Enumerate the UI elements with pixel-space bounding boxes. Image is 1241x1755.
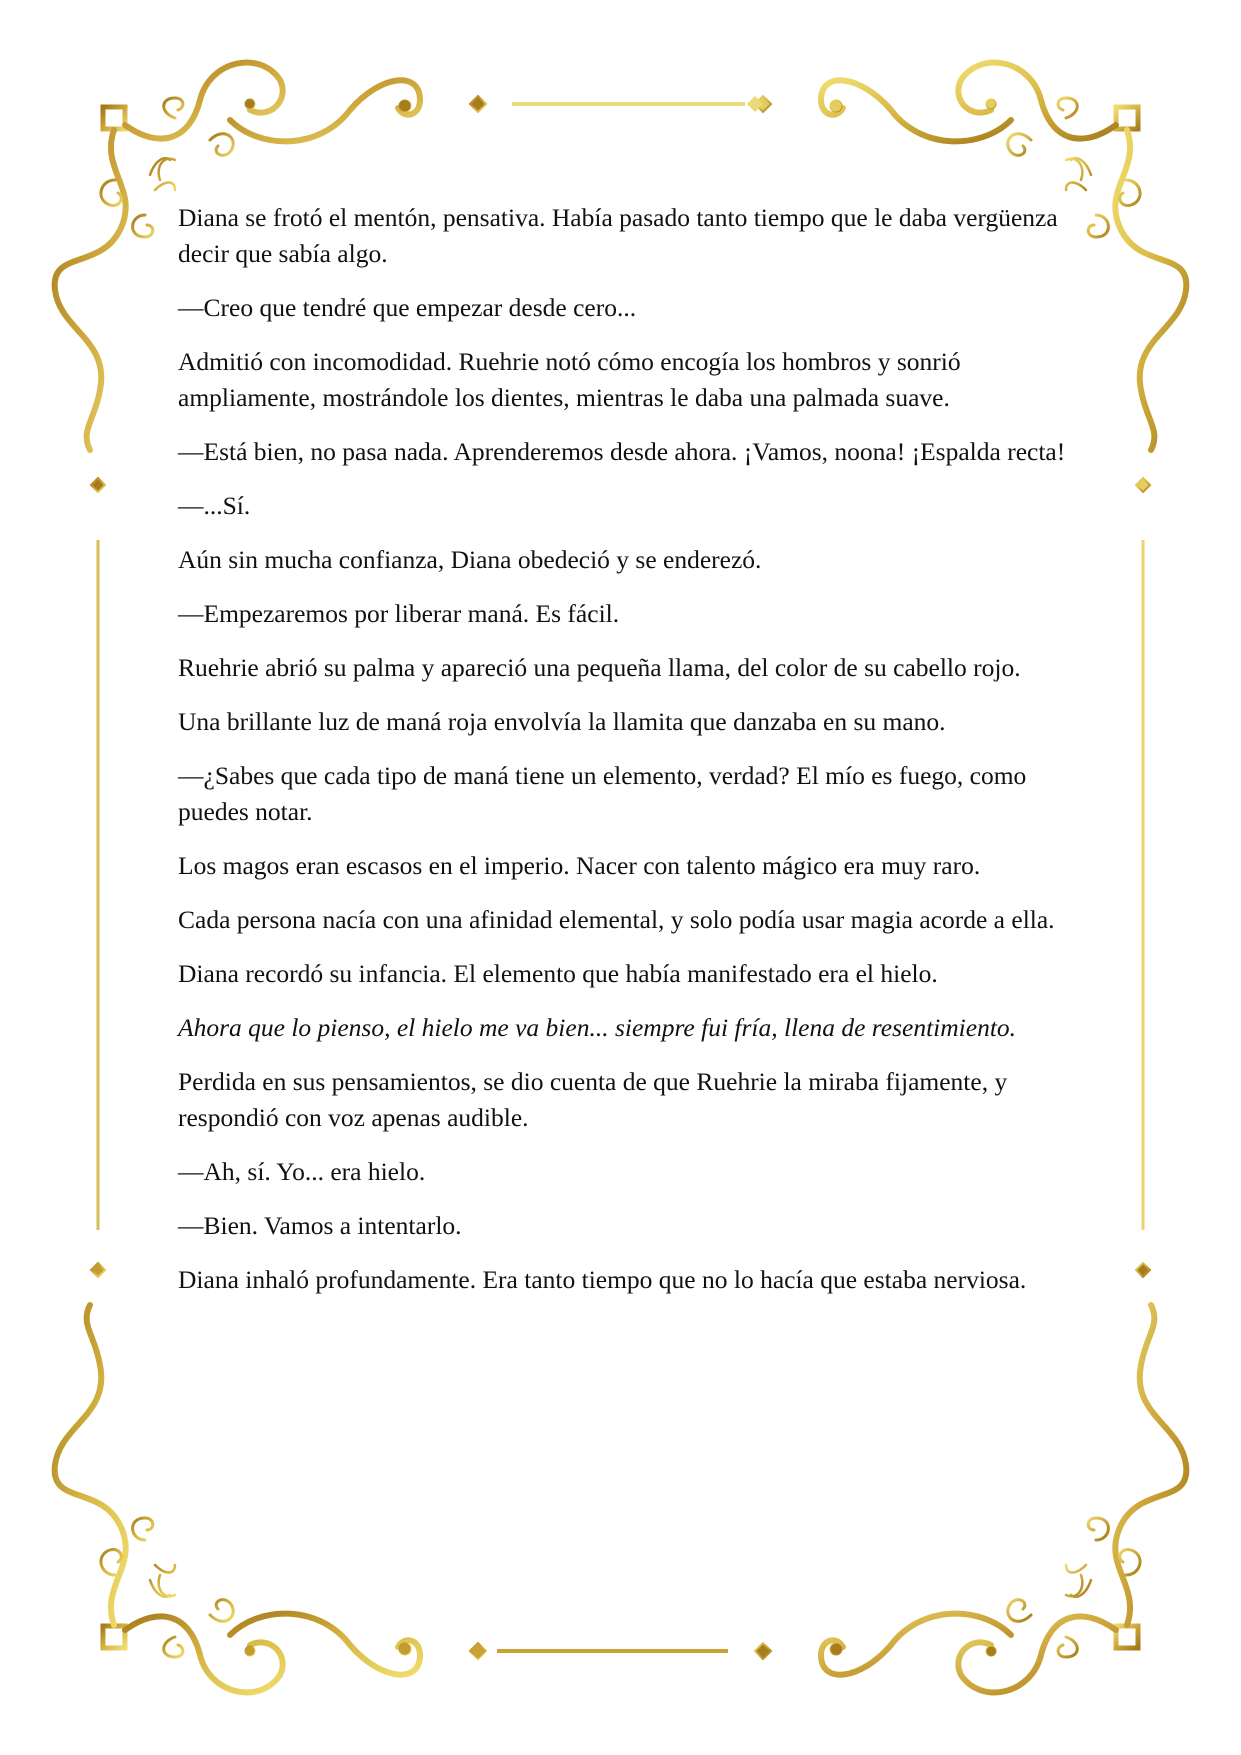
paragraph: —Empezaremos por liberar maná. Es fácil. [178,599,620,628]
paragraph: Los magos eran escasos en el imperio. Nacer con talento mágico era muy raro. [178,851,981,880]
paragraph: —Ah, sí. Yo... era hielo. [178,1157,426,1186]
paragraph: —Está bien, no pasa nada. Aprenderemos desde ahora. ¡Vamos, noona! ¡Espalda recta! [178,437,1066,466]
paragraph: Admitió con incomodidad. Ruehrie notó cómo encogía los hombros y sonrió ampliamente, mostrándole los dientes, mientras le daba una palmada suave. [178,347,961,412]
paragraph: —...Sí. [178,491,251,520]
paragraph: Perdida en sus pensamientos, se dio cuenta de que Ruehrie la miraba fijamente, y respondió con voz apenas audible. [178,1067,1008,1132]
paragraph: Una brillante luz de maná roja envolvía la llamita que danzaba en su mano. [178,707,946,736]
paragraph: Ruehrie abrió su palma y apareció una pequeña llama, del color de su cabello rojo. [178,653,1021,682]
story-text [178,200,1078,1316]
paragraph: —Bien. Vamos a intentarlo. [178,1211,462,1240]
paragraph: Diana recordó su infancia. El elemento que había manifestado era el hielo. [178,959,938,988]
paragraph: —¿Sabes que cada tipo de maná tiene un elemento, verdad? El mío es fuego, como puedes notar. [178,761,1027,826]
paragraph: Diana se frotó el mentón, pensativa. Había pasado tanto tiempo que le daba vergüenza decir que sabía algo. [178,203,1058,268]
paragraph: Aún sin mucha confianza, Diana obedeció y se enderezó. [178,545,762,574]
paragraph: Diana inhaló profundamente. Era tanto tiempo que no lo hacía que estaba nerviosa. [178,1265,1027,1294]
paragraph-italic-thought: Ahora que lo pienso, el hielo me va bien... siempre fui fría, llena de resentimiento. [178,1013,1017,1042]
paragraph: Cada persona nacía con una afinidad elemental, y solo podía usar magia acorde a ella. [178,905,1055,934]
paragraph: —Creo que tendré que empezar desde cero... [178,293,637,322]
